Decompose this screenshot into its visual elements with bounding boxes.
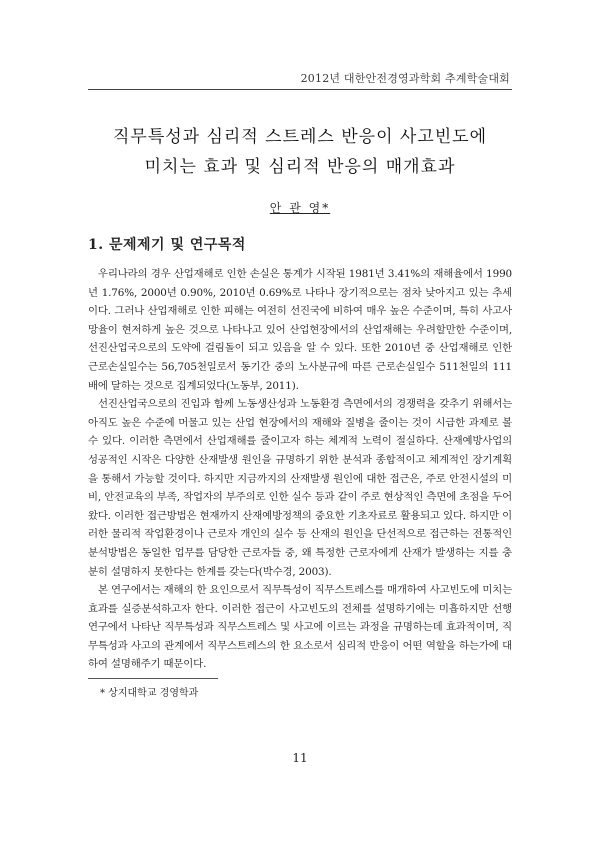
- title-line-1: 직무특성과 심리적 스트레스 반응이 사고빈도에: [112, 127, 488, 147]
- author-name: 안 관 영*: [269, 201, 331, 215]
- footnote: * 상지대학교 경영학과: [100, 688, 199, 699]
- section-heading: 1. 문제제기 및 연구목적: [88, 237, 246, 253]
- footnote-rule: [88, 678, 218, 679]
- paper-title: [60, 122, 540, 182]
- paragraph: 우리나라의 경우 산업재해로 인한 손실은 통계가 시작된 1981년 3.41%의 재해율에서 1990년 1.76%, 2000년 0.90%, 2010년 0.69%로 나타나 장기적으로는 점차 낮아지고 있는 추세이다. 그러나 산업재해로 인한 피해는 여전히 선진국에 비하여 매우 높은 수준이며, 특히 사고사망율이 현저하게 높은 것으로 나타나고 있어 산업현장에서의 산업재해는 우려할만한 수준이며, 선진산업국으로의 도약에 걸림돌이 되고 있음을 알 수 있다. 또한 2010년 중 산업재해로 인한 근로손실일수는 56,705천일로서 동기간 중의 노사분규에 따른 근로손실일수 511천일의 111배에 달하는 것으로 집계되었다(노동부, 2011).: [88, 268, 512, 392]
- paragraph: 선진산업국으로의 진입과 함께 노동생산성과 노동환경 측면에서의 경쟁력을 갖추기 위해서는 아직도 높은 수준에 머물고 있는 산업 현장에서의 재해와 질병을 줄이는 것이 시급한 과제로 볼 수 있다. 이러한 측면에서 산업재해를 줄이고자 하는 체계적 노력이 절실하다. 산재예방사업의 성공적인 시작은 다양한 산재발생 원인을 규명하기 위한 분석과 종합적이고 체계적인 장기계획을 통해서 가능할 것이다. 하지만 지금까지의 산재발생 원인에 대한 접근은, 주로 안전시설의 미비, 안전교육의 부족, 작업자의 부주의로 인한 실수 등과 같이 주로 현상적인 측면에 초점을 두어 왔다. 이러한 접근방법은 현재까지 산재예방정책의 중요한 기초자료로 활용되고 있다. 하지만 이러한 물리적 작업환경이나 근로자 개인의 실수 등 산재의 원인을 단선적으로 접근하는 전통적인 분석방법은 동일한 업무를 담당한 근로자들 중, 왜 특정한 근로자에게 산재가 발생하는 지를 충분히 설명하지 못한다는 한계를 갖는다(박수경, 2003).: [88, 398, 512, 578]
- title-line-2: 미치는 효과 및 심리적 반응의 매개효과: [144, 157, 456, 177]
- section-body: [88, 265, 512, 674]
- header-rule: [88, 89, 512, 90]
- paragraph: 본 연구에서는 재해의 한 요인으로서 직무특성이 직무스트레스를 매개하여 사고빈도에 미치는 효과를 실증분석하고자 한다. 이러한 접근이 사고빈도의 전체를 설명하기에는 미흡하지만 선행연구에서 나타난 직무특성과 직무스트레스 및 사고에 이르는 과정을 규명하는데 효과적이며, 직무특성과 사고의 관계에서 직무스트레스의 한 요소로서 심리적 반응이 어떤 역할을 하는가에 대하여 설명해주기 때문이다.: [88, 584, 512, 671]
- page-number: 11: [292, 751, 308, 765]
- author-line: [0, 199, 600, 216]
- running-header: 2012년 대한안전경영과학회 추계학술대회: [300, 72, 510, 85]
